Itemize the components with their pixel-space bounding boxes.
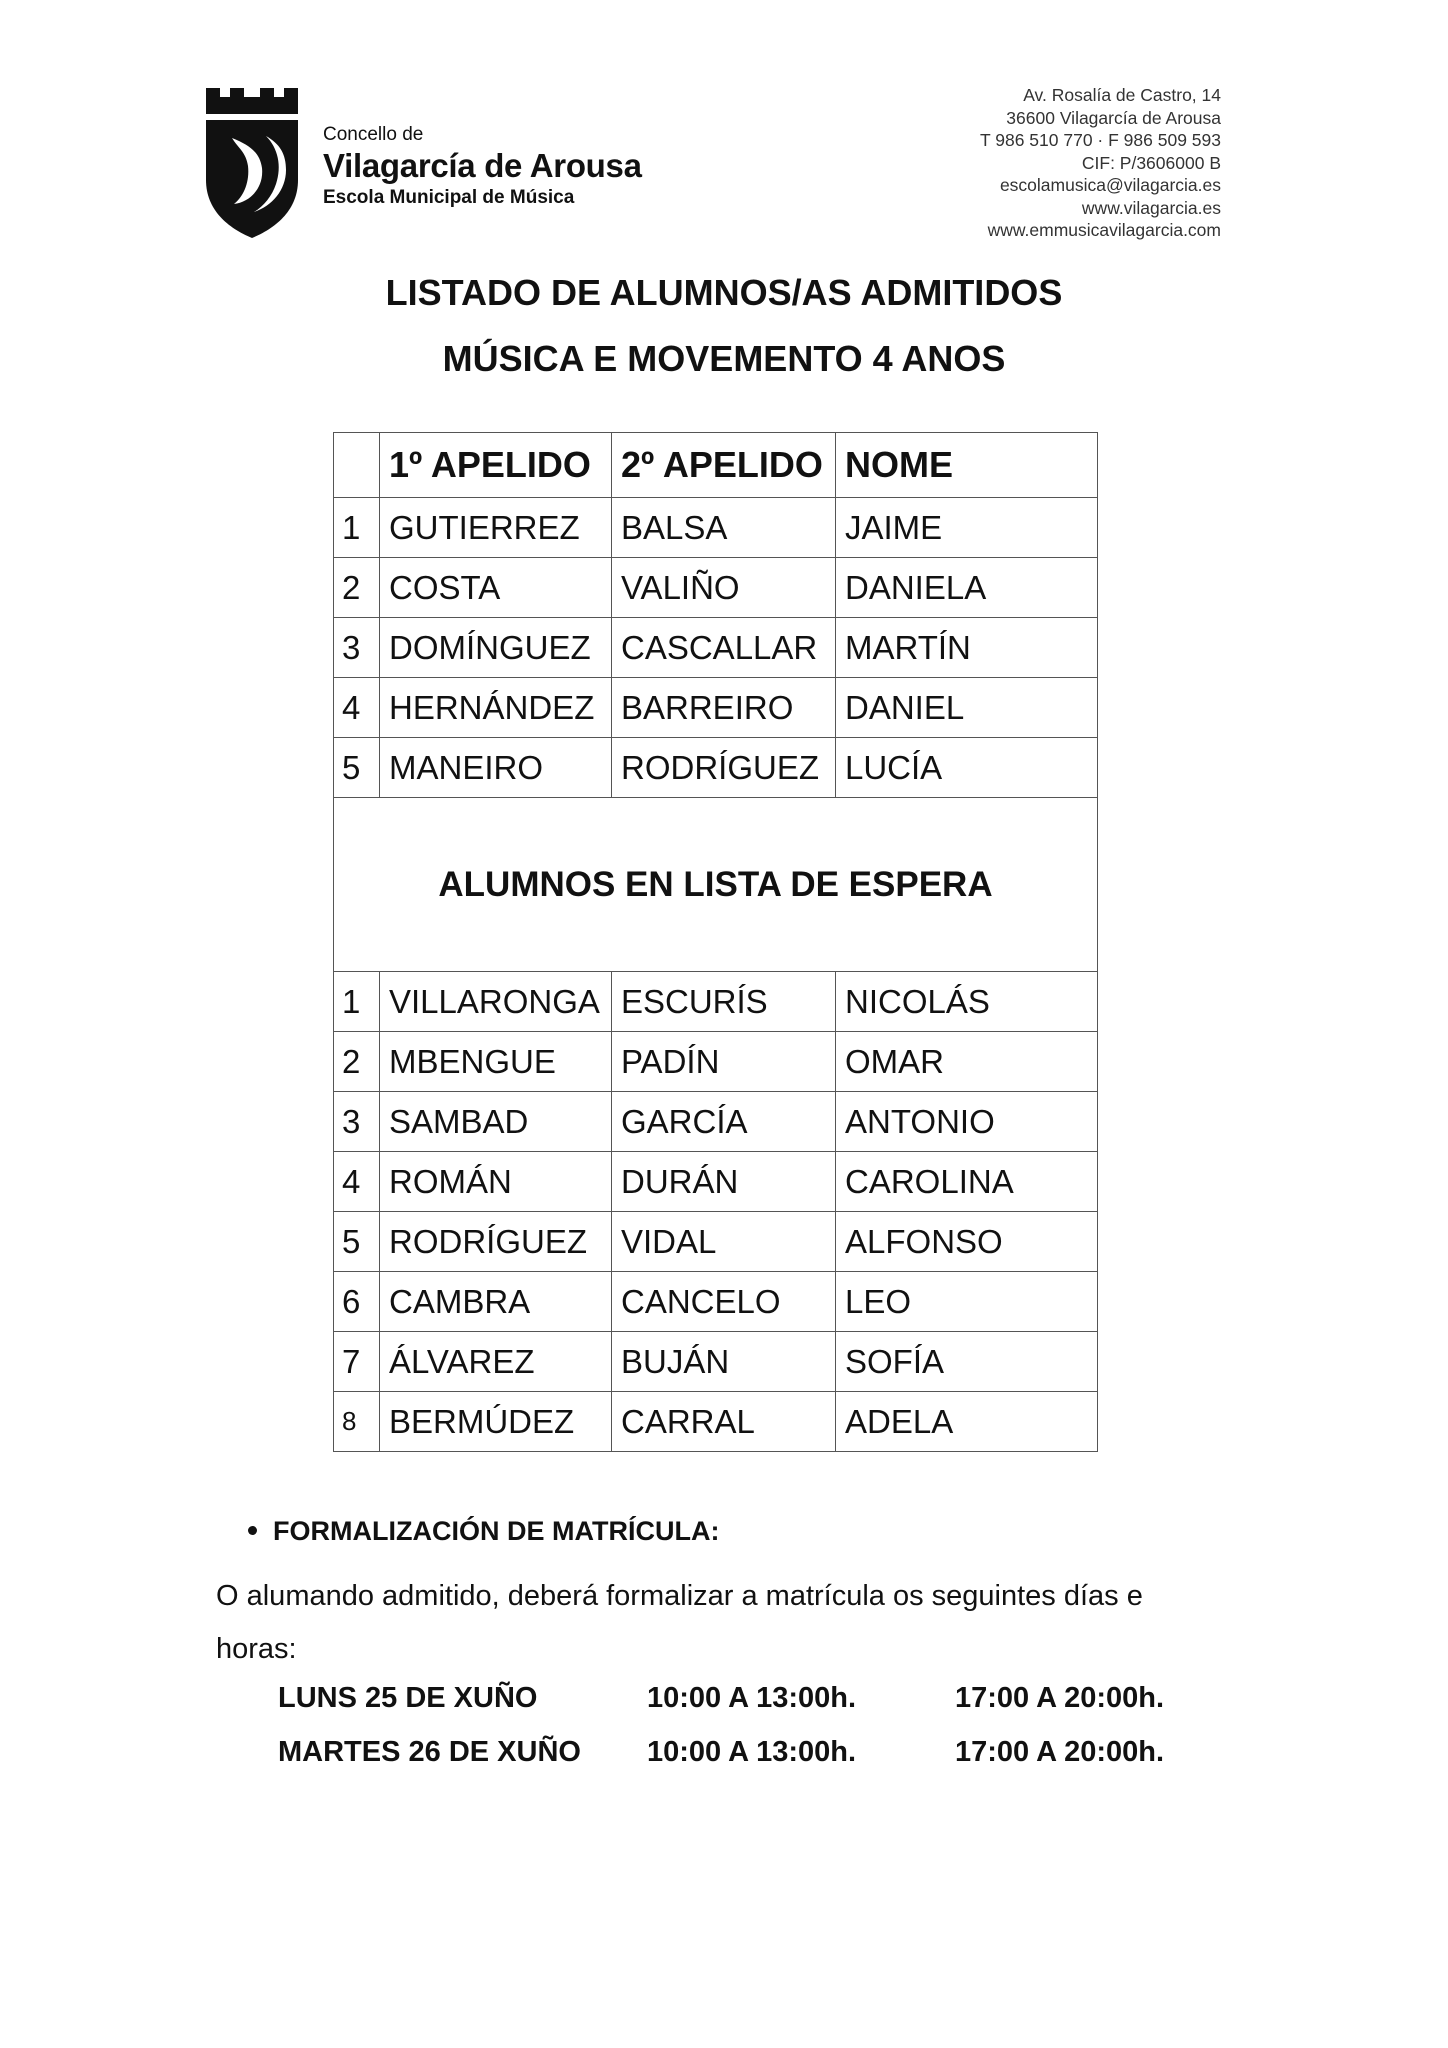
waitlist-student-row — [334, 1152, 1098, 1212]
second-surname: ESCURÍS — [612, 972, 836, 1032]
admitted-student-row — [334, 558, 1098, 618]
row-number: 1 — [334, 498, 380, 558]
contact-block — [980, 84, 1221, 242]
students-table — [333, 432, 1098, 1452]
row-number: 8 — [334, 1392, 380, 1452]
header-name: NOME — [836, 433, 1098, 498]
first-name: LUCÍA — [836, 738, 1098, 798]
second-surname: DURÁN — [612, 1152, 836, 1212]
first-name: ANTONIO — [836, 1092, 1098, 1152]
enrollment-text: O alumando admitido, deberá formalizar a matrícula os seguintes días e horas: — [216, 1580, 1143, 1665]
second-surname: PADÍN — [612, 1032, 836, 1092]
bullet-icon — [248, 1526, 257, 1535]
waitlist-student-row — [334, 1092, 1098, 1152]
contact-phone: T 986 510 770 · F 986 509 593 — [980, 130, 1221, 150]
first-name: LEO — [836, 1272, 1098, 1332]
second-surname: VALIÑO — [612, 558, 836, 618]
first-surname: RODRÍGUEZ — [380, 1212, 612, 1272]
schedule-day: LUNS 25 DE XUÑO — [278, 1682, 538, 1714]
first-surname: BERMÚDEZ — [380, 1392, 612, 1452]
header-number — [334, 433, 380, 498]
first-surname: SAMBAD — [380, 1092, 612, 1152]
vilagarcia-crest-logo — [202, 88, 302, 238]
contact-address: Av. Rosalía de Castro, 14 — [1023, 85, 1221, 105]
second-surname: VIDAL — [612, 1212, 836, 1272]
first-name: DANIELA — [836, 558, 1098, 618]
contact-website: www.vilagarcia.es — [1081, 197, 1221, 218]
first-name: DANIEL — [836, 678, 1098, 738]
contact-email: escolamusica@vilagarcia.es — [999, 175, 1221, 195]
admitted-student-row — [334, 678, 1098, 738]
first-surname: COSTA — [380, 558, 612, 618]
row-number: 1 — [334, 972, 380, 1032]
waitlist-student-row — [334, 972, 1098, 1032]
waitlist-student-row — [334, 1272, 1098, 1332]
first-name: MARTÍN — [836, 618, 1098, 678]
first-surname: ROMÁN — [380, 1152, 612, 1212]
row-number: 7 — [334, 1332, 380, 1392]
brand-block — [323, 123, 642, 211]
waitlist-section-row — [334, 798, 1098, 972]
header-first-surname: 1º APELIDO — [380, 433, 612, 498]
first-surname: CAMBRA — [380, 1272, 612, 1332]
row-number: 5 — [334, 1212, 380, 1272]
row-number: 6 — [334, 1272, 380, 1332]
second-surname: CARRAL — [612, 1392, 836, 1452]
row-number: 2 — [334, 558, 380, 618]
schedule-morning: 10:00 A 13:00h. — [647, 1736, 857, 1768]
first-surname: MANEIRO — [380, 738, 612, 798]
row-number: 3 — [334, 618, 380, 678]
first-surname: DOMÍNGUEZ — [380, 618, 612, 678]
row-number: 4 — [334, 1152, 380, 1212]
schedule-day: MARTES 26 DE XUÑO — [278, 1736, 581, 1768]
second-surname: GARCÍA — [612, 1092, 836, 1152]
row-number: 2 — [334, 1032, 380, 1092]
waitlist-student-row — [334, 1032, 1098, 1092]
brand-line-vilagarcia: Vilagarcía de Arousa — [323, 147, 642, 184]
first-surname: VILLARONGA — [380, 972, 612, 1032]
first-name: NICOLÁS — [836, 972, 1098, 1032]
waitlist-title: ALUMNOS EN LISTA DE ESPERA — [334, 798, 1098, 972]
admitted-student-row — [334, 498, 1098, 558]
first-name: OMAR — [836, 1032, 1098, 1092]
admitted-student-row — [334, 738, 1098, 798]
waitlist-student-row — [334, 1392, 1098, 1452]
page-subtitle: MÚSICA E MOVEMENTO 4 ANOS — [442, 338, 1006, 379]
page-title: LISTADO DE ALUMNOS/AS ADMITIDOS — [385, 272, 1063, 313]
row-number: 4 — [334, 678, 380, 738]
second-surname: BARREIRO — [612, 678, 836, 738]
second-surname: BUJÁN — [612, 1332, 836, 1392]
first-surname: GUTIERREZ — [380, 498, 612, 558]
contact-website-music: www.emmusicavilagarcia.com — [987, 220, 1221, 240]
contact-city: 36600 Vilagarcía de Arousa — [1006, 107, 1221, 128]
enrollment-heading-text: FORMALIZACIÓN DE MATRÍCULA: — [273, 1516, 720, 1546]
admitted-student-row — [334, 618, 1098, 678]
second-surname: BALSA — [612, 498, 836, 558]
header-second-surname: 2º APELIDO — [612, 433, 836, 498]
second-surname: RODRÍGUEZ — [612, 738, 836, 798]
schedule-morning: 10:00 A 13:00h. — [647, 1682, 857, 1714]
first-name: ADELA — [836, 1392, 1098, 1452]
first-surname: HERNÁNDEZ — [380, 678, 612, 738]
enrollment-heading — [248, 1516, 719, 1547]
schedule-afternoon: 17:00 A 20:00h. — [955, 1682, 1165, 1714]
row-number: 3 — [334, 1092, 380, 1152]
second-surname: CANCELO — [612, 1272, 836, 1332]
first-surname: MBENGUE — [380, 1032, 612, 1092]
waitlist-student-row — [334, 1332, 1098, 1392]
first-surname: ÁLVAREZ — [380, 1332, 612, 1392]
waitlist-student-row — [334, 1212, 1098, 1272]
brand-line-concello: Concello de — [323, 124, 424, 145]
second-surname: CASCALLAR — [612, 618, 836, 678]
first-name: CAROLINA — [836, 1152, 1098, 1212]
first-name: ALFONSO — [836, 1212, 1098, 1272]
first-name: SOFÍA — [836, 1332, 1098, 1392]
brand-line-escola: Escola Municipal de Música — [323, 187, 575, 208]
first-name: JAIME — [836, 498, 1098, 558]
schedule-afternoon: 17:00 A 20:00h. — [955, 1736, 1165, 1768]
table-header-row — [334, 433, 1098, 498]
contact-cif: CIF: P/3606000 B — [1081, 152, 1221, 173]
row-number: 5 — [334, 738, 380, 798]
